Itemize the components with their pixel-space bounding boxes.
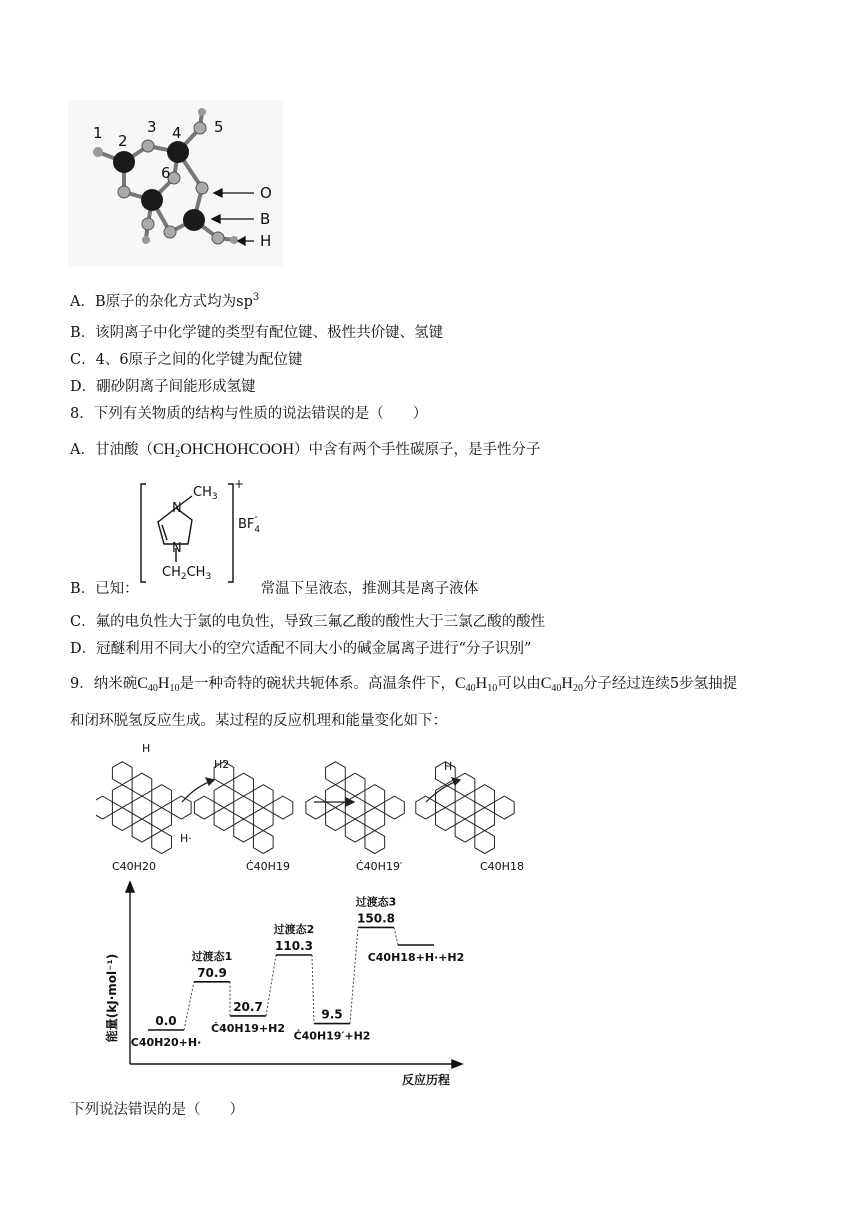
ethyl-group: $CH_2CH_3$ bbox=[162, 565, 212, 582]
energy-connector-1 bbox=[184, 982, 194, 1030]
atom-number-5: 5 bbox=[214, 118, 224, 136]
energy-value-label-2: 70.9 bbox=[197, 965, 227, 980]
x-axis-label: 反应历程 bbox=[401, 1073, 451, 1087]
reaction-mechanism bbox=[96, 742, 556, 874]
h2-out-label: H2 bbox=[214, 758, 230, 771]
h-atom-label: H bbox=[142, 742, 151, 755]
energy-state-label-1: C40H20+H· bbox=[130, 1036, 202, 1049]
formula-c40h20: $C_{40}H_{20}$ bbox=[540, 675, 583, 694]
q9-line-1: 9．纳米碗$C_{40}H_{10}$是一种奇特的碗状共轭体系。高温条件下，$C_{40}H_{10}$可以由$C_{40}H_{20}$分子经过连续5步氢抽提 bbox=[70, 675, 738, 694]
cation-charge: + bbox=[234, 478, 245, 491]
legend-o: O bbox=[260, 184, 272, 202]
formula-c40h10-b: $C_{40}H_{10}$ bbox=[454, 675, 498, 694]
q8-option-d: D．冠醚利用不同大小的空穴适配不同大小的碱金属离子进行“分子识别” bbox=[70, 641, 532, 657]
q8-stem: 8．下列有关物质的结构与性质的说法错误的是（ ） bbox=[70, 406, 428, 422]
q8-option-c: C．氟的电负性大于氯的电负性，导致三氟乙酸的酸性大于三氯乙酸的酸性 bbox=[70, 614, 546, 630]
energy-value-label-5: 9.5 bbox=[321, 1007, 343, 1022]
energy-connector-6 bbox=[394, 927, 398, 945]
methyl-group: $CH_3$ bbox=[193, 485, 218, 502]
atom-number-3: 3 bbox=[147, 118, 157, 136]
atom-number-4: 4 bbox=[172, 124, 182, 142]
energy-state-label-7: C40H18+H·+H2 bbox=[367, 951, 465, 964]
q9-question-prompt: 下列说法错误的是（ ） bbox=[70, 1102, 244, 1118]
energy-connector-5 bbox=[350, 927, 358, 1023]
molecule-label-3: Ċ40H19′ bbox=[356, 860, 403, 873]
legend-b: B bbox=[260, 210, 271, 228]
h-radical-out-label: H· bbox=[444, 760, 456, 773]
atom-number-2: 2 bbox=[118, 132, 128, 150]
n-lower: N bbox=[172, 541, 182, 556]
energy-value-label-4: 110.3 bbox=[275, 938, 313, 953]
molecule-label-2: Ċ40H19 bbox=[246, 860, 290, 873]
atom-number-6: 6 bbox=[161, 164, 171, 182]
borax-anion-figure bbox=[68, 100, 283, 266]
q8-option-a: A．甘油酸$(CH_2OHCHOHCOOH)$中含有两个手性碳原子，是手性分子 bbox=[70, 441, 541, 460]
energy-connector-3 bbox=[266, 955, 276, 1016]
q7-option-c: C．4、6原子之间的化学键为配位键 bbox=[70, 352, 303, 368]
molecule-label-1: C40H20 bbox=[112, 860, 156, 873]
energy-state-label-6: 过渡态3 bbox=[355, 895, 397, 909]
q9-line-2: 和闭环脱氢反应生成。某过程的反应机理和能量变化如下： bbox=[70, 713, 447, 729]
energy-state-label-4: 过渡态2 bbox=[273, 922, 315, 936]
energy-value-label-6: 150.8 bbox=[357, 911, 395, 926]
energy-value-label-3: 20.7 bbox=[233, 999, 263, 1014]
energy-value-label-1: 0.0 bbox=[155, 1014, 177, 1028]
q8-option-b: B．已知： 常温下呈液态，推测其是离子液体 bbox=[70, 581, 479, 597]
energy-profile-chart bbox=[96, 878, 556, 1090]
energy-connector-4 bbox=[312, 955, 314, 1024]
y-axis-label: 能量(kJ·mol⁻¹) bbox=[105, 953, 119, 1043]
q7-option-d: D．硼砂阴离子间能形成氢键 bbox=[70, 379, 256, 395]
energy-state-label-2: 过渡态1 bbox=[191, 949, 233, 963]
n-upper: N bbox=[172, 501, 182, 516]
legend-h: H bbox=[260, 232, 272, 250]
energy-state-label-5: Ċ40H19′+H2 bbox=[293, 1029, 371, 1043]
molecule-label-4: C40H18 bbox=[480, 860, 524, 873]
formula-c40h10: $C_{40}H_{10}$ bbox=[137, 675, 180, 694]
ionic-liquid-structure bbox=[136, 478, 266, 590]
q7-option-b: B．该阴离子中化学键的类型有配位键、极性共价键、氢键 bbox=[70, 325, 444, 341]
bf4-anion: $BF_4-$ bbox=[238, 512, 261, 535]
glyceric-acid-formula: $CH_2OHCHOHCOOH$ bbox=[152, 441, 294, 460]
q7-option-a: A．B原子的杂化方式均为$sp^3$ bbox=[70, 292, 260, 310]
h-radical-in-label: H· bbox=[180, 832, 192, 845]
atom-number-1: 1 bbox=[93, 124, 103, 142]
energy-state-label-3: Ċ40H19+H2 bbox=[211, 1021, 285, 1035]
